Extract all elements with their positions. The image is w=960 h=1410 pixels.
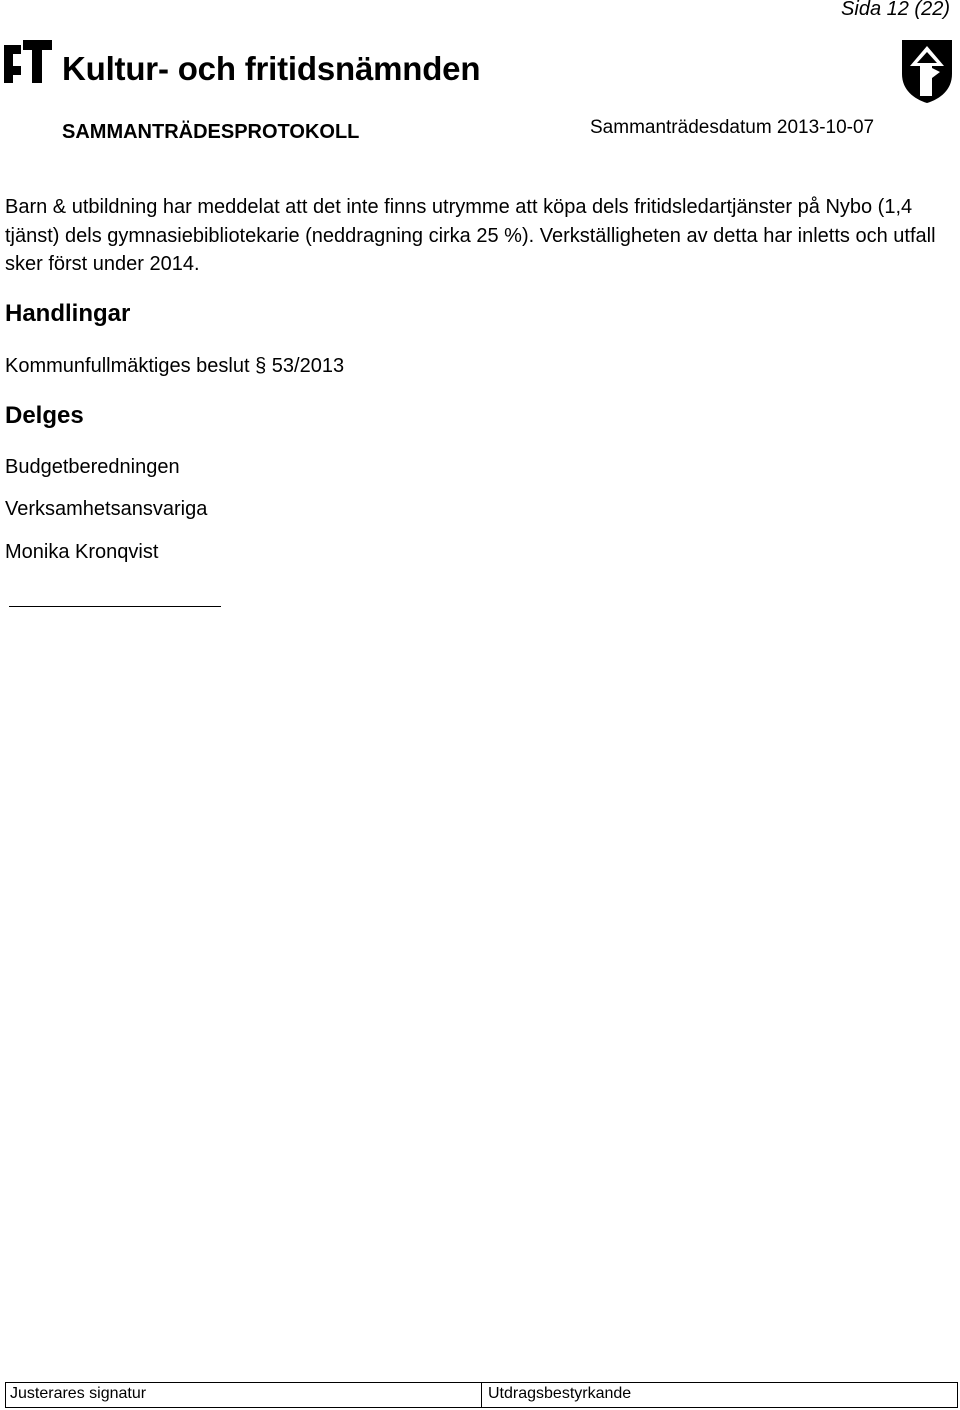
adjuster-signature-field: Justerares signatur	[6, 1383, 482, 1407]
signature-line	[9, 606, 221, 607]
document-item: Kommunfullmäktiges beslut § 53/2013	[5, 355, 345, 377]
documents-heading: Handlingar	[5, 300, 131, 327]
signature-footer	[5, 1382, 958, 1408]
document-type: SAMMANTRÄDESPROTOKOLL	[62, 121, 360, 143]
recipient-item: Monika Kronqvist	[5, 541, 159, 563]
recipient-item: Verksamhetsansvariga	[5, 498, 208, 520]
meeting-date: Sammanträdesdatum 2013-10-07	[590, 117, 875, 138]
committee-name: Kultur- och fritidsnämnden	[62, 50, 481, 87]
body-paragraph: Barn & utbildning har meddelat att det inte finns utrymme att köpa dels fritidsledartjänster på Nybo (1,4 tjänst) dels gymnasiebibliotekarie (neddragning cirka 25 %). Verkställigheten av detta har inletts och utfall sker först under 2014.	[5, 196, 936, 275]
extract-certified-field: Utdragsbestyrkande	[488, 1385, 632, 1402]
recipient-item: Budgetberedningen	[5, 456, 180, 478]
municipality-logo-icon	[4, 40, 52, 83]
page-number: Sida 12 (22)	[841, 0, 950, 20]
coat-of-arms-icon	[900, 38, 954, 104]
distribution-heading: Delges	[5, 402, 84, 429]
